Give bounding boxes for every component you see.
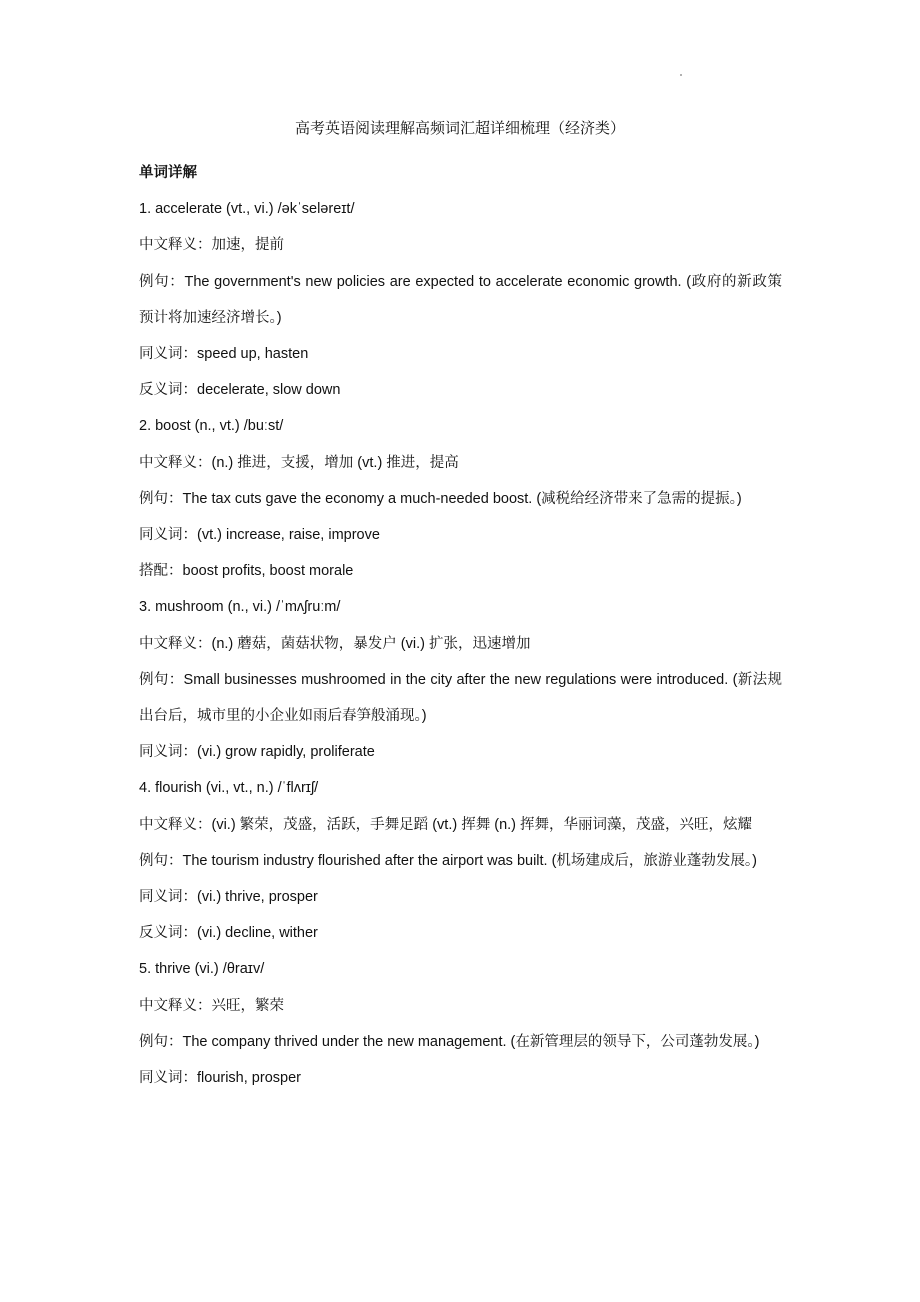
antonyms: 反义词：(vi.) decline, wither <box>139 925 318 942</box>
word-heading: 2. boost (n., vt.) /buːst/ <box>139 418 284 435</box>
synonyms: 同义词：(vi.) grow rapidly, proliferate <box>139 744 375 761</box>
example-sentence: 例句：The government's new policies are expected to accelerate economic growth. (政府的新政策预计将加速经济增长。) <box>139 273 782 326</box>
antonyms: 反义词：decelerate, slow down <box>139 382 341 399</box>
chinese-meaning: 中文释义：(vi.) 繁荣，茂盛，活跃，手舞足蹈 (vt.) 挥舞 (n.) 挥舞，华丽词藻，茂盛，兴旺，炫耀 <box>139 816 753 833</box>
page-mark-dot <box>680 74 682 76</box>
example-sentence: 例句：The tax cuts gave the economy a much-needed boost. (减税给经济带来了急需的提振。) <box>139 490 742 507</box>
example-sentence: 例句：The tourism industry flourished after the airport was built. (机场建成后，旅游业蓬勃发展。) <box>139 852 758 869</box>
chinese-meaning: 中文释义：(n.) 推进，支援，增加 (vt.) 推进，提高 <box>139 454 459 471</box>
collocations: 搭配：boost profits, boost morale <box>139 563 354 580</box>
chinese-meaning: 中文释义：加速，提前 <box>139 237 284 254</box>
synonyms: 同义词：(vi.) thrive, prosper <box>139 889 318 906</box>
word-heading: 5. thrive (vi.) /θraɪv/ <box>139 961 265 978</box>
word-heading: 3. mushroom (n., vi.) /ˈmʌʃruːm/ <box>139 599 341 616</box>
chinese-meaning: 中文释义：兴旺，繁荣 <box>139 997 284 1014</box>
example-sentence: 例句：Small businesses mushroomed in the city after the new regulations were introduced. (新法规出台后，城市里的小企业如雨后春笋般涌现。) <box>139 671 782 725</box>
section-heading: 单词详解 <box>139 165 197 181</box>
word-heading: 4. flourish (vi., vt., n.) /ˈflʌrɪʃ/ <box>139 780 319 797</box>
chinese-meaning: 中文释义：(n.) 蘑菇，菌菇状物，暴发户 (vi.) 扩张，迅速增加 <box>139 635 531 652</box>
example-sentence: 例句：The company thrived under the new management. (在新管理层的领导下，公司蓬勃发展。) <box>139 1033 760 1050</box>
synonyms: 同义词：(vt.) increase, raise, improve <box>139 527 380 544</box>
document-body <box>139 155 782 1096</box>
word-heading: 1. accelerate (vt., vi.) /əkˈseləreɪt/ <box>139 201 355 218</box>
synonyms: 同义词：speed up, hasten <box>139 346 309 363</box>
document-title: 高考英语阅读理解高频词汇超详细梳理（经济类） <box>294 120 625 137</box>
synonyms: 同义词：flourish, prosper <box>139 1070 301 1087</box>
